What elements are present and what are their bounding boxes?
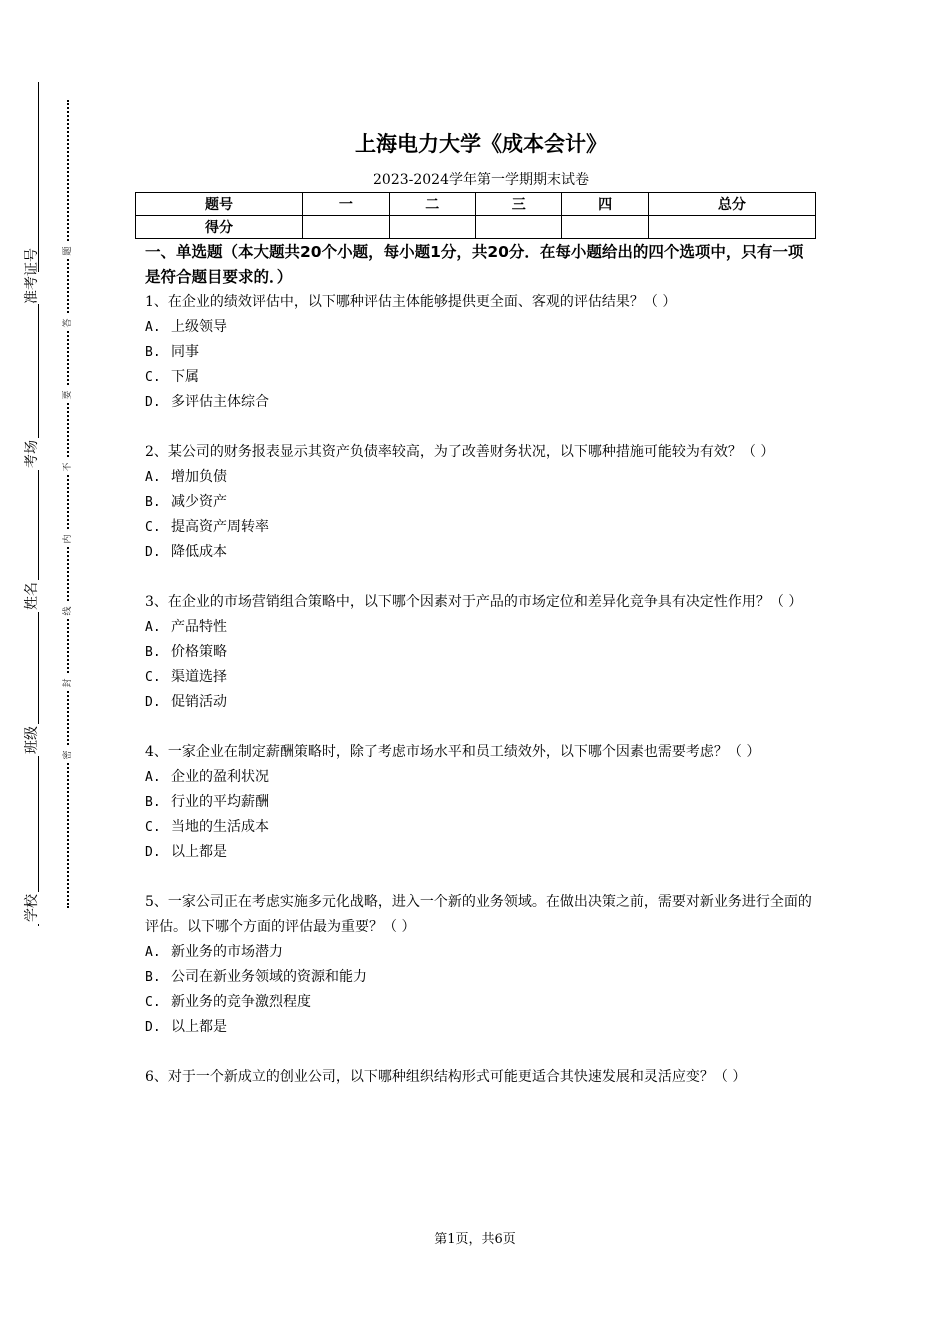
option-text: 以上都是 (171, 1019, 227, 1035)
page-footer: 第1页，共6页 (434, 1232, 516, 1247)
question-item (145, 440, 817, 565)
score-cell: 总分 (648, 193, 815, 216)
option-text: 下属 (171, 369, 199, 385)
option-letter: D. (145, 395, 161, 410)
question-stem: 3、在企业的市场营销组合策略中，以下哪个因素对于产品的市场定位和差异化竞争具有决定性作用？（ ） (145, 594, 803, 610)
section-heading: 一、单选题（本大题共20个小题，每小题1分，共20分．在每小题给出的四个选项中，只有一项是符合题目要求的．） (145, 243, 804, 286)
score-cell: 二 (389, 193, 475, 216)
option-letter: A. (145, 320, 161, 335)
option-text: 提高资产周转率 (171, 519, 269, 535)
option-letter: B. (145, 345, 161, 360)
margin-label-name: 姓名 (24, 582, 40, 610)
question-item (145, 1065, 817, 1090)
score-cell-blank (475, 216, 561, 239)
question-stem: 2、某公司的财务报表显示其资产负债率较高，为了改善财务状况，以下哪种措施可能较为有效？（ ） (145, 444, 775, 460)
option-text: 渠道选择 (171, 669, 227, 685)
score-table-score-row (136, 216, 816, 239)
question-stem: 5、一家公司正在考虑实施多元化战略，进入一个新的业务领域。在做出决策之前，需要对新业务进行全面的评估。以下哪个方面的评估最为重要？（ ） (145, 894, 812, 935)
exam-content (145, 128, 817, 1115)
score-cell: 得分 (136, 216, 303, 239)
option-letter: C. (145, 670, 161, 685)
option-letter: A. (145, 770, 161, 785)
option-letter: D. (145, 545, 161, 560)
binding-dotted-line (67, 100, 69, 908)
option-text: 价格策略 (171, 644, 227, 660)
option-text: 减少资产 (171, 494, 227, 510)
margin-label-school: 学校 (24, 894, 40, 922)
option-text: 产品特性 (171, 619, 227, 635)
option-text: 降低成本 (171, 544, 227, 560)
option-item (145, 465, 817, 490)
option-letter: A. (145, 620, 161, 635)
option-item (145, 365, 817, 390)
option-letter: C. (145, 820, 161, 835)
option-text: 当地的生活成本 (171, 819, 269, 835)
score-cell-blank (562, 216, 648, 239)
option-letter: B. (145, 795, 161, 810)
option-text: 新业务的竞争激烈程度 (171, 994, 311, 1010)
option-list (145, 615, 817, 715)
option-item (145, 790, 817, 815)
option-list (145, 315, 817, 415)
option-item (145, 940, 817, 965)
option-letter: D. (145, 695, 161, 710)
option-letter: B. (145, 645, 161, 660)
option-item (145, 690, 817, 715)
option-text: 上级领导 (171, 319, 227, 335)
option-letter: C. (145, 370, 161, 385)
option-item (145, 515, 817, 540)
option-text: 促销活动 (171, 694, 227, 710)
question-item (145, 290, 817, 415)
score-table-header-row (136, 193, 816, 216)
option-item (145, 765, 817, 790)
option-letter: D. (145, 1020, 161, 1035)
option-item (145, 490, 817, 515)
score-cell-blank (303, 216, 389, 239)
question-stem: 6、对于一个新成立的创业公司，以下哪种组织结构形式可能更适合其快速发展和灵活应变？（ ） (145, 1069, 747, 1085)
option-letter: C. (145, 995, 161, 1010)
margin-note: 题 (63, 243, 73, 259)
option-item (145, 315, 817, 340)
margin-note: 不 (63, 459, 73, 475)
question-stem: 1、在企业的绩效评估中，以下哪种评估主体能够提供更全面、客观的评估结果？（ ） (145, 294, 677, 310)
option-text: 行业的平均薪酬 (171, 794, 269, 810)
option-letter: D. (145, 845, 161, 860)
score-cell-blank (648, 216, 815, 239)
score-table (135, 192, 816, 239)
score-cell: 一 (303, 193, 389, 216)
margin-note: 封 (63, 675, 73, 691)
option-list (145, 940, 817, 1040)
margin-note: 内 (63, 531, 73, 547)
option-item (145, 390, 817, 415)
score-cell-blank (389, 216, 475, 239)
question-item (145, 740, 817, 865)
option-item (145, 540, 817, 565)
option-text: 新业务的市场潜力 (171, 944, 283, 960)
option-text: 企业的盈利状况 (171, 769, 269, 785)
score-cell: 四 (562, 193, 648, 216)
option-item (145, 840, 817, 865)
option-item (145, 665, 817, 690)
option-text: 公司在新业务领域的资源和能力 (171, 969, 367, 985)
margin-note: 要 (63, 387, 73, 403)
option-item (145, 1015, 817, 1040)
option-text: 多评估主体综合 (171, 394, 269, 410)
binding-solid-line (38, 82, 39, 926)
option-item (145, 990, 817, 1015)
option-item (145, 965, 817, 990)
option-list (145, 765, 817, 865)
question-list (145, 290, 817, 1090)
margin-label-exam-id: 准考证号 (24, 248, 40, 304)
option-item (145, 340, 817, 365)
option-letter: B. (145, 970, 161, 985)
option-item (145, 615, 817, 640)
option-list (145, 465, 817, 565)
option-text: 增加负债 (171, 469, 227, 485)
option-letter: B. (145, 495, 161, 510)
margin-label-exam-room: 考场 (24, 440, 40, 468)
exam-subtitle: 2023-2024学年第一学期期末试卷 (373, 172, 589, 188)
option-letter: A. (145, 945, 161, 960)
question-item (145, 890, 817, 1040)
option-letter: C. (145, 520, 161, 535)
option-item (145, 640, 817, 665)
margin-label-class: 班级 (24, 726, 40, 754)
margin-note: 线 (63, 603, 73, 619)
margin-note: 答 (63, 315, 73, 331)
exam-title: 上海电力大学《成本会计》 (355, 132, 607, 156)
option-text: 以上都是 (171, 844, 227, 860)
score-cell: 三 (475, 193, 561, 216)
option-item (145, 815, 817, 840)
score-cell: 题号 (136, 193, 303, 216)
question-stem: 4、一家企业在制定薪酬策略时，除了考虑市场水平和员工绩效外，以下哪个因素也需要考虑？（ ） (145, 744, 761, 760)
option-text: 同事 (171, 344, 199, 360)
option-letter: A. (145, 470, 161, 485)
margin-note: 密 (63, 747, 73, 763)
question-item (145, 590, 817, 715)
